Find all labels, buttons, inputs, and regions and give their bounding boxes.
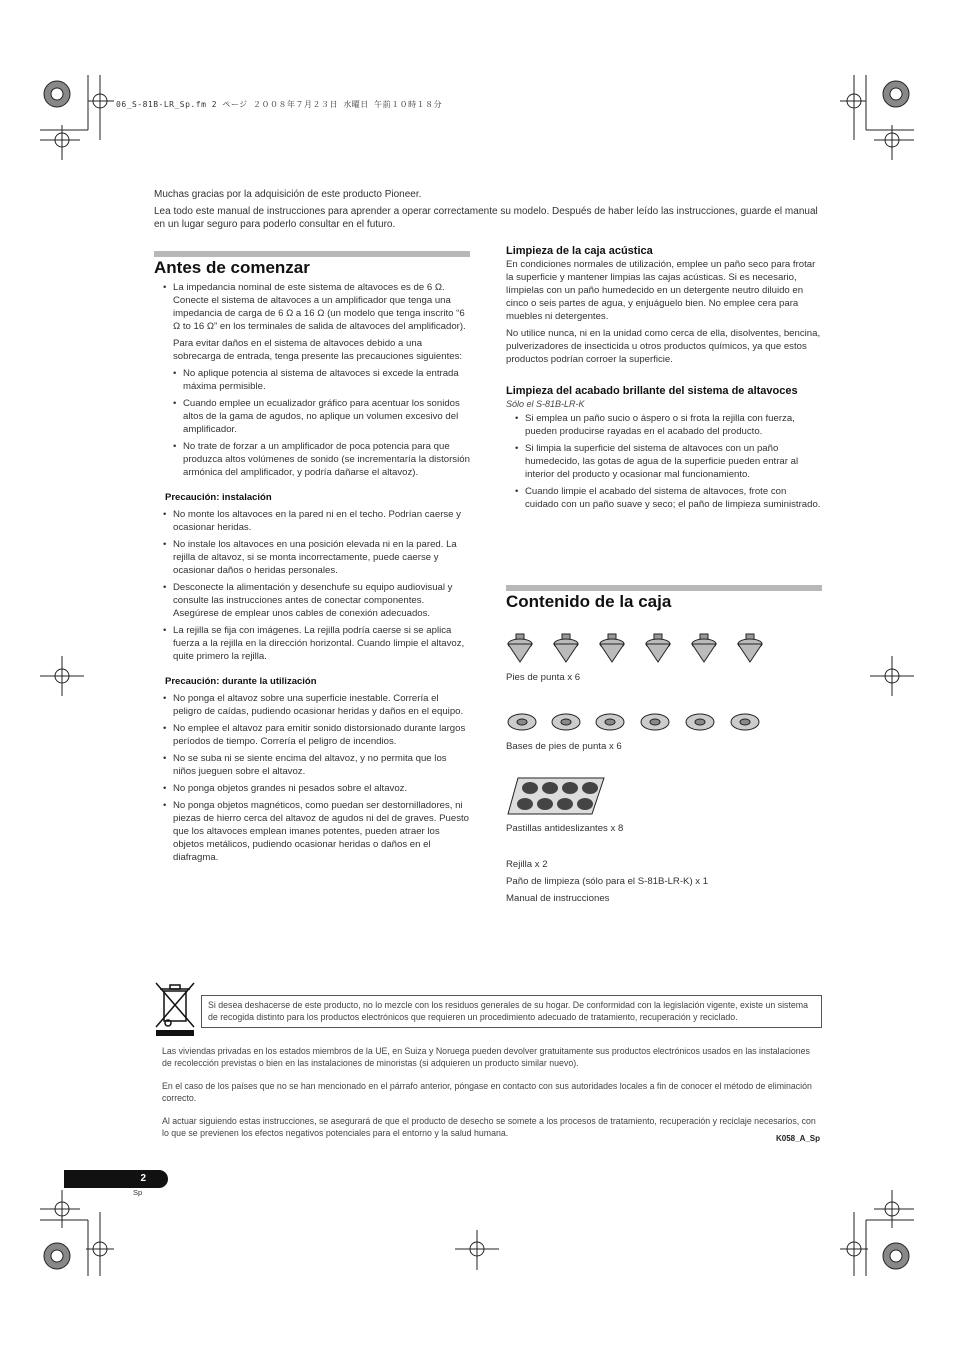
list-item: • No se suba ni se siente encima del altavoz, y no permita que los niños jueguen sobre el altavoz. xyxy=(154,752,470,778)
intro-thanks: Muchas gracias por la adquisición de este producto Pioneer. xyxy=(154,189,422,200)
page-number-tab xyxy=(64,1170,168,1188)
list-item: • Desconecte la alimentación y desenchufe su equipo audiovisual y consulte las instrucciones antes de conectar componentes. Asegúrese de emplear unos cables de conexión adecuados. xyxy=(154,581,470,620)
gloss-list xyxy=(506,412,822,511)
item-cleaning-cloth: Paño de limpieza (sólo para el S-81B-LR-K) x 1 xyxy=(506,876,709,887)
weee-para-2: En el caso de los países que no se han mencionado en el párrafo anterior, póngase en contacto con sus autoridades locales a fin de conocer el método de eliminación correcto. xyxy=(162,1081,812,1103)
section-rule-left xyxy=(154,251,470,257)
box-contents-list xyxy=(506,856,708,907)
list-item: • Si limpia la superficie del sistema de altavoces con un paño humedecido, las gotas de agua de la superficie pueden entrar al interior del producto y ocasionar mal funcionamiento. xyxy=(506,442,822,481)
section-title-antes: Antes de comenzar xyxy=(154,258,310,277)
gloss-model-note: Sólo el S-81B-LR-K xyxy=(506,399,585,409)
cleaning-para-2: No utilice nunca, ni en la unidad como cerca de ella, disolventes, bencina, pulverizadores de insecticida u otros productos químicos, ya que estos productos podrían corroer la superficie. xyxy=(506,328,821,365)
list-item: • No ponga objetos magnéticos, como puedan ser destornilladores, ni piezas de hierro cerca del altavoz de agudos ni del de graves. Puesto que los altavoces emplean imanes potentes, pueden atraer los objetos metálicos, pudiendo ocasionar heridas o daños en el diafragma. xyxy=(154,799,470,864)
list-item: • Si emplea un paño sucio o áspero o si frota la rejilla con fuerza, pueden producirse rayadas en el acabado del producto. xyxy=(506,412,822,438)
list-item: • No aplique potencia al sistema de altavoces si excede la entrada máxima permisible. xyxy=(164,367,470,393)
caution-use-list xyxy=(154,692,470,864)
section-title-contenido: Contenido de la caja xyxy=(506,592,672,611)
file-header-line: 06_S-81B-LR_Sp.fm 2 ページ ２００８年７月２３日 水曜日 午前１０時１８分 xyxy=(116,100,443,109)
left-column xyxy=(154,281,470,868)
item-spike-bases: Bases de pies de punta x 6 xyxy=(506,741,622,752)
list-item: • No ponga el altavoz sobre una superficie inestable. Correría el peligro de caídas, pudiendo ocasionar heridas y daños en el equipo. xyxy=(154,692,470,718)
spike-bases-illustration xyxy=(506,710,776,734)
cleaning-para-1: En condiciones normales de utilización, emplee un paño seco para frotar la superficie y mantener limpias las cajas acústicas. Si es necesario, límpielas con un paño humedecido en un detergente neutro diluido en cinco o seis partes de agua, y enjuáguelo bien. No emplee cera para muebles ni detergentes. xyxy=(506,259,816,322)
weee-code: K058_A_Sp xyxy=(776,1134,821,1143)
list-item: • No monte los altavoces en la pared ni en el techo. Podrían caerse y ocasionar heridas. xyxy=(154,508,470,534)
spike-feet-illustration xyxy=(506,632,776,668)
list-item: • Cuando limpie el acabado del sistema de altavoces, frote con cuidado con un paño suave y seco; el paño de limpieza suministrado. xyxy=(506,485,822,511)
language-code: Sp xyxy=(133,1188,143,1197)
list-item: • No ponga objetos grandes ni pesados sobre el altavoz. xyxy=(154,782,470,795)
overload-para: Para evitar daños en el sistema de altavoces debido a una sobrecarga de entrada, tenga presente las precauciones siguientes: xyxy=(173,338,463,362)
list-item: • Cuando emplee un ecualizador gráfico para acentuar los sonidos altos de la gama de agudos, no aplique un volumen excesivo del amplificador. xyxy=(164,397,470,436)
weee-notice-text xyxy=(162,1046,822,1143)
intro xyxy=(154,188,822,235)
cleaning-title: Limpieza de la caja acústica xyxy=(506,245,653,257)
list-item: • No emplee el altavoz para emitir sonido distorsionado durante largos períodos de tiempo. Correría el peligro de incendios. xyxy=(154,722,470,748)
list-item: • La rejilla se fija con imágenes. La rejilla podría caerse si se aplica fuerza a la rejilla en la dirección horizontal. Cuando limpie el altavoz, quite primero la rejilla. xyxy=(154,624,470,663)
gloss-title: Limpieza del acabado brillante del sistema de altavoces xyxy=(506,385,798,397)
weee-para-1: Las viviendas privadas en los estados miembros de la UE, en Suiza y Noruega pueden devolver gratuitamente sus productos electrónicos usados en las instalaciones de recolección previstas o bien en las instalaciones de minoristas (si adquieren un producto similar nuevo). xyxy=(162,1046,810,1068)
right-column-cleaning xyxy=(506,244,822,515)
page-number: 2 xyxy=(140,1173,146,1184)
impedance-bullet: • La impedancia nominal de este sistema de altavoces es de 6 Ω. Conecte el sistema de altavoces a un amplificador que tenga una impedancia de carga de 6 Ω a 16 Ω (un modelo que tenga inscrito “6 Ω to 16 Ω” en los terminales de salida de altavoces del amplificador). xyxy=(154,281,470,333)
weee-para-3: Al actuar siguiendo estas instrucciones, se asegurará de que el producto de desecho se somete a los procesos de tratamiento, recuperación y reciclaje necesarios, con lo que se previenen los efectos negativos potenciales para el entorno y la salud humana. xyxy=(162,1116,816,1138)
intro-read-manual: Lea todo este manual de instrucciones para aprender a operar correctamente su modelo. Después de haber leído las instrucciones, guarde el manual en un lugar seguro para poderlo consultar en el futuro. xyxy=(154,206,818,230)
overload-list xyxy=(154,367,470,479)
item-manual: Manual de instrucciones xyxy=(506,893,610,904)
non-slip-pads-illustration xyxy=(506,776,606,816)
item-non-slip-pads: Pastillas antideslizantes x 8 xyxy=(506,823,624,834)
caution-install-list xyxy=(154,508,470,663)
list-item: • No instale los altavoces en una posición elevada ni en la pared. La rejilla de altavoz, si se monta incorrectamente, puede caerse y ocasionar daños o heridas personales. xyxy=(154,538,470,577)
weee-notice-box: Si desea deshacerse de este producto, no lo mezcle con los residuos generales de su hogar. De conformidad con la legislación vigente, existe un sistema de recogida distinto para los productos electrónicos que requieren un procedimiento adecuado de tratamiento, recuperación y reciclado. xyxy=(201,995,822,1028)
list-item: • No trate de forzar a un amplificador de poca potencia para que produzca altos volúmenes de sonido (se incrementaría la distorsión armónica del amplificador, y podría dañarse el altavoz). xyxy=(164,440,470,479)
crossed-out-bin-icon xyxy=(154,981,196,1037)
caution-install-title: Precaución: instalación xyxy=(165,492,272,503)
item-spike-feet: Pies de punta x 6 xyxy=(506,672,581,683)
caution-use-title: Precaución: durante la utilización xyxy=(165,676,317,687)
section-rule-right xyxy=(506,585,822,591)
item-grille: Rejilla x 2 xyxy=(506,859,548,870)
